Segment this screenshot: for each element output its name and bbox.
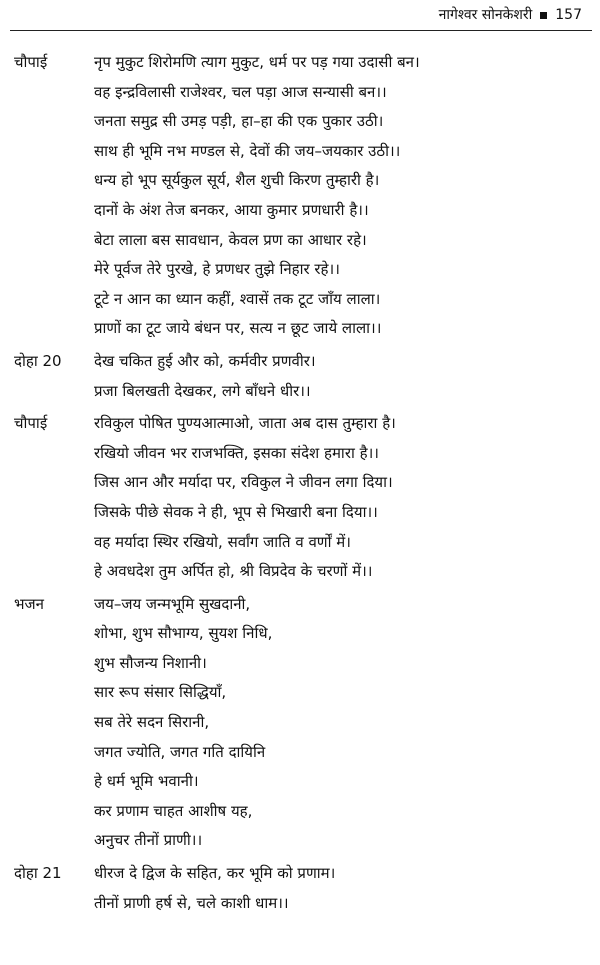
verse-body (0, 48, 600, 918)
verse-line: रविकुल पोषित पुण्यआत्माओ, जाता अब दास तुम्हारा है। (94, 414, 396, 433)
page-number: 157 (555, 7, 582, 23)
section-chaupai-1 (0, 48, 600, 344)
verse-line: जय–जय जन्मभूमि सुखदानी, (94, 594, 251, 613)
verse-line: देख चकित हुई और को, कर्मवीर प्रणवीर। (94, 351, 316, 370)
verse-line: कर प्रणाम चाहत आशीष यह, (94, 801, 253, 820)
verse-line: जिसके पीछे सेवक ने ही, भूप से भिखारी बना दिया।। (94, 502, 378, 521)
header-bullet-icon (540, 12, 547, 19)
verse-line: शुभ सौजन्य निशानी। (94, 653, 207, 672)
verse-line: जनता समुद्र सी उमड़ पड़ी, हा–हा की एक पुकार उठी। (94, 112, 384, 131)
section-doha-21 (0, 859, 600, 918)
verse-line: बेटा लाला बस सावधान, केवल प्रण का आधार रहे। (94, 230, 367, 249)
verse-line: शोभा, शुभ सौभाग्य, सुयश निधि, (94, 624, 273, 643)
verse-line: वह मर्यादा स्थिर रखियो, सर्वांग जाति व वर्णों में। (94, 532, 351, 551)
section-doha-20 (0, 347, 600, 406)
section-label: चौपाई (14, 414, 48, 433)
verse-line: जिस आन और मर्यादा पर, रविकुल ने जीवन लगा दिया। (94, 473, 393, 492)
header-rule (10, 30, 592, 31)
verse-line: धीरज दे द्विज के सहित, कर भूमि को प्रणाम। (94, 864, 336, 883)
verse-line: धन्य हो भूप सूर्यकुल सूर्य, शैल शुची किरण तुम्हारी है। (94, 171, 380, 190)
verse-line: अनुचर तीनों प्राणी।। (94, 831, 203, 850)
section-label: भजन (14, 594, 45, 613)
verse-lines (94, 859, 600, 918)
verse-lines (94, 590, 600, 856)
verse-lines (94, 409, 600, 587)
section-label: दोहा 21 (14, 864, 62, 883)
section-chaupai-2 (0, 409, 600, 587)
verse-line: सब तेरे सदन सिरानी, (94, 713, 210, 732)
verse-line: रखियो जीवन भर राजभक्ति, इसका संदेश हमारा है।। (94, 443, 379, 462)
verse-line: हे अवधदेश तुम अर्पित हो, श्री विप्रदेव के चरणों में।। (94, 562, 373, 581)
running-header (439, 6, 582, 24)
verse-line: मेरे पूर्वज तेरे पुरखे, हे प्रणधर तुझे निहार रहे।। (94, 260, 340, 279)
section-label: चौपाई (14, 53, 48, 71)
verse-line: प्राणों का टूट जाये बंधन पर, सत्य न छूट जाये लाला।। (94, 319, 382, 338)
verse-lines (94, 347, 600, 406)
verse-line: सार रूप संसार सिद्धियाँ, (94, 683, 227, 702)
verse-line: तीनों प्राणी हर्ष से, चले काशी धाम।। (94, 893, 289, 912)
section-label: दोहा 20 (14, 351, 62, 370)
verse-line: प्रजा बिलखती देखकर, लगे बाँधने धीर।। (94, 381, 311, 400)
verse-line: नृप मुकुट शिरोमणि त्याग मुकुट, धर्म पर पड़ गया उदासी बन। (94, 53, 420, 71)
verse-line: दानों के अंश तेज बनकर, आया कुमार प्रणधारी है।। (94, 200, 369, 219)
verse-lines (94, 48, 600, 344)
verse-line: टूटे न आन का ध्यान कहीं, श्वासें तक टूट जाँय लाला। (94, 289, 381, 308)
verse-line: साथ ही भूमि नभ मण्डल से, देवों की जय–जयकार उठी।। (94, 141, 401, 160)
verse-line: वह इन्द्रविलासी राजेश्वर, चल पड़ा आज सन्यासी बन।। (94, 82, 387, 101)
verse-line: जगत ज्योति, जगत गति दायिनि (94, 742, 266, 761)
section-bhajan (0, 590, 600, 856)
verse-line: हे धर्म भूमि भवानी। (94, 772, 199, 791)
header-author: नागेश्वर सोनकेशरी (438, 7, 533, 23)
